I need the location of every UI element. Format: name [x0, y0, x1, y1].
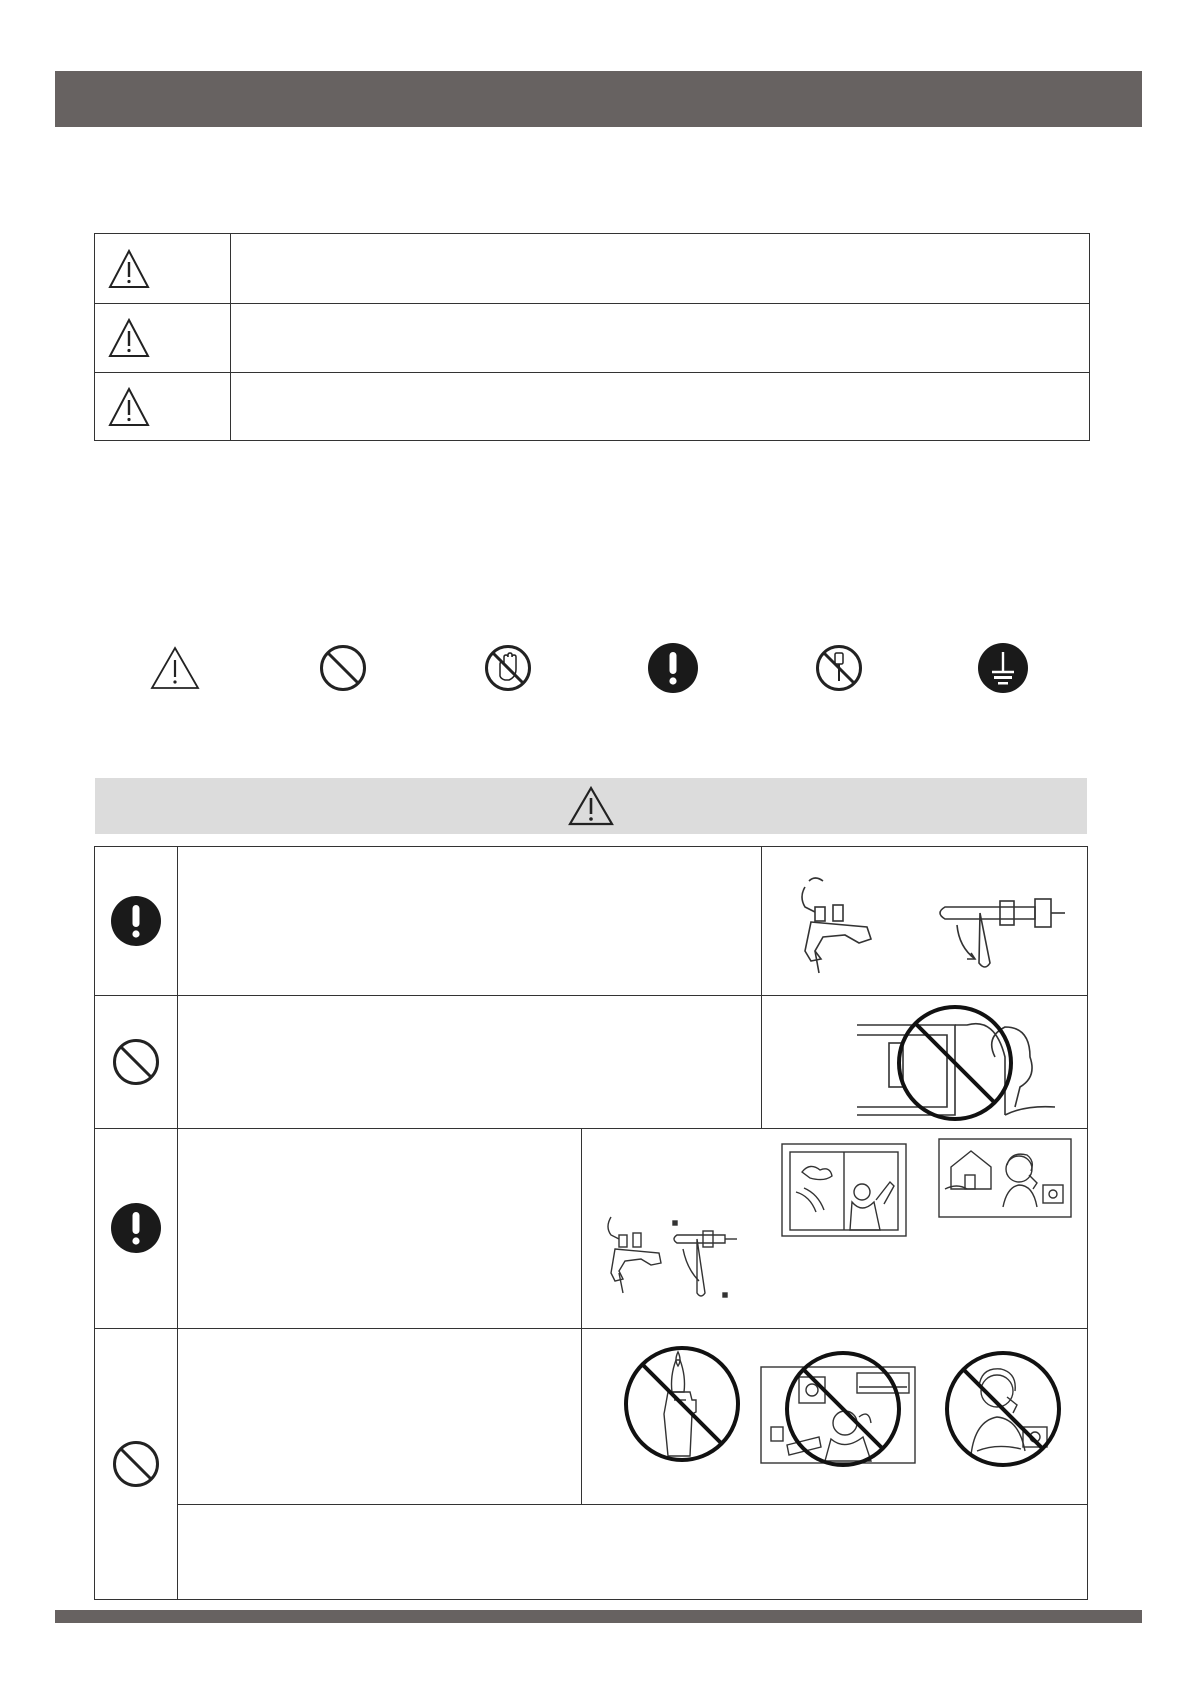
signal-row — [95, 303, 1089, 372]
signal-icon-cell — [95, 304, 231, 372]
footer-bar — [55, 1610, 1142, 1623]
call-service-drawing — [937, 1137, 1073, 1219]
warning-triangle-icon — [107, 248, 151, 290]
warning-row-2-icon-cell — [95, 995, 177, 1128]
prohibited-icon — [111, 1439, 161, 1489]
earth-ground-icon — [977, 642, 1029, 694]
legend-do-not-touch — [478, 640, 538, 696]
prohibited-icon — [318, 643, 368, 693]
mandatory-icon — [647, 642, 699, 694]
table-divider — [95, 1328, 1087, 1329]
warning-triangle-icon — [567, 785, 615, 827]
prohibited-icon — [111, 1037, 161, 1087]
open-window-ventilation-drawing — [780, 1142, 908, 1238]
signal-word-table — [94, 233, 1090, 441]
legend-warning — [145, 640, 205, 696]
no-flame-drawing — [620, 1342, 744, 1466]
table-divider — [177, 1504, 1087, 1505]
legend-prohibited — [313, 640, 373, 696]
mandatory-icon — [110, 895, 162, 947]
signal-row — [95, 234, 1089, 303]
header-bar — [55, 71, 1142, 127]
warning-section-header — [95, 778, 1087, 834]
gas-valve-close-drawing — [597, 1207, 747, 1307]
table-divider — [761, 847, 762, 1128]
do-not-disassemble-icon — [814, 643, 864, 693]
signal-row — [95, 372, 1089, 441]
warning-row-4-icon-cell — [95, 1328, 177, 1599]
warning-triangle-icon — [107, 317, 151, 359]
legend-do-not-disassemble — [809, 640, 869, 696]
signal-icon-cell — [95, 373, 231, 441]
table-divider — [95, 995, 1087, 996]
table-divider — [95, 1128, 1087, 1129]
table-divider — [581, 1128, 582, 1504]
legend-earth-ground — [973, 640, 1033, 696]
warning-row-3-icon-cell — [95, 1128, 177, 1328]
table-divider — [177, 847, 178, 1599]
signal-icon-cell — [95, 234, 231, 303]
do-not-touch-icon — [483, 643, 533, 693]
warning-table — [94, 846, 1088, 1600]
warning-triangle-icon — [149, 645, 201, 691]
no-phone-nearby-drawing — [941, 1347, 1065, 1471]
mandatory-icon — [110, 1202, 162, 1254]
outdoor-install-prohibited-drawing — [855, 997, 1075, 1125]
warning-row-1-icon-cell — [95, 847, 177, 995]
warning-triangle-icon — [107, 386, 151, 428]
gas-valve-hand-drawing — [775, 867, 1075, 977]
no-switch-operation-drawing — [759, 1347, 917, 1471]
legend-mandatory — [643, 640, 703, 696]
